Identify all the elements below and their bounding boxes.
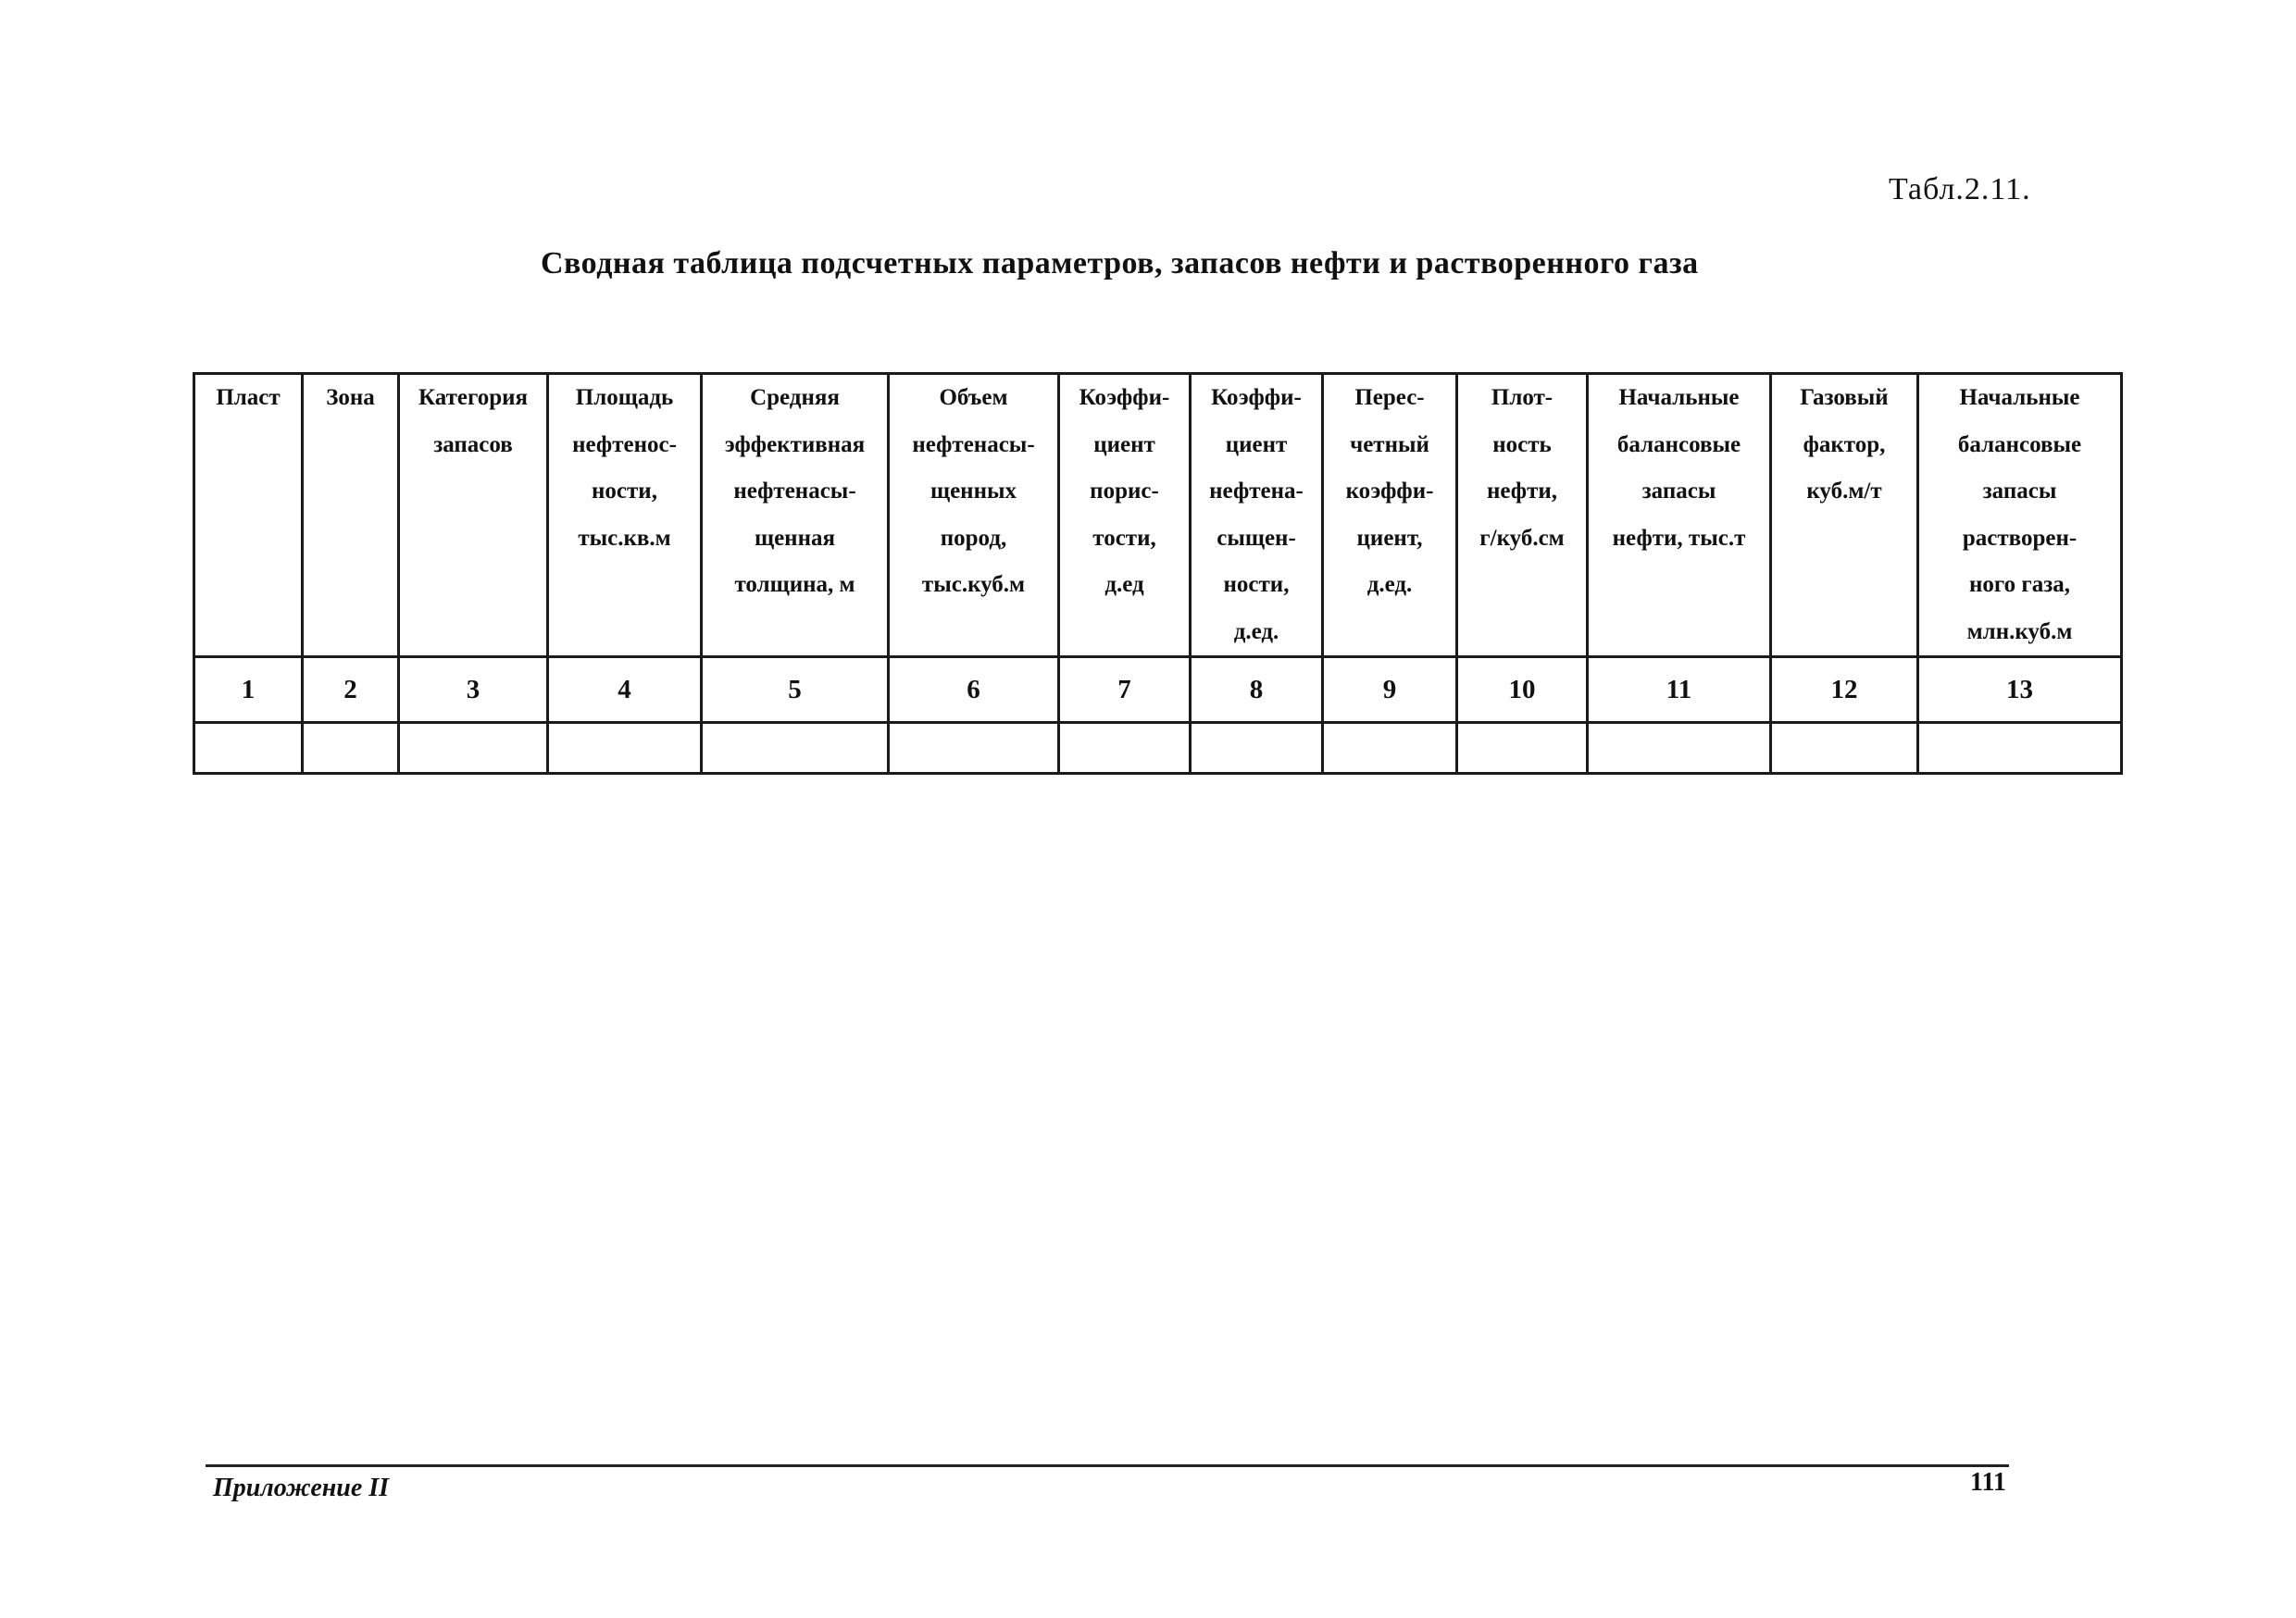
column-number: 12 — [1771, 657, 1918, 723]
column-number: 1 — [194, 657, 303, 723]
header-cell-porosity: Коэффи- циент порис- тости, д.ед — [1059, 374, 1191, 657]
header-cell-oil-saturation: Коэффи- циент нефтена- сыщен- ности, д.ед. — [1191, 374, 1323, 657]
header-cell-conversion-factor: Перес- четный коэффи- циент, д.ед. — [1323, 374, 1457, 657]
table-cell — [548, 723, 702, 774]
document-title: Сводная таблица подсчетных параметров, запасов нефти и растворенного газа — [541, 246, 1699, 280]
header-cell-zone: Зона — [303, 374, 399, 657]
table-reference: Табл.2.11. — [1889, 172, 2031, 206]
table-cell — [1918, 723, 2122, 774]
column-number: 3 — [399, 657, 548, 723]
header-cell-gas-factor: Газовый фактор, куб.м/т — [1771, 374, 1918, 657]
table-cell — [702, 723, 889, 774]
table-row — [194, 723, 2122, 774]
column-number: 5 — [702, 657, 889, 723]
header-cell-rock-volume: Объем нефтенасы- щенных пород, тыс.куб.м — [889, 374, 1059, 657]
footer-appendix-label: Приложение II — [213, 1474, 390, 1502]
header-cell-oil-density: Плот- ность нефти, г/куб.см — [1457, 374, 1588, 657]
column-number: 2 — [303, 657, 399, 723]
header-cell-initial-oil-reserves: Начальные балансовые запасы нефти, тыс.т — [1588, 374, 1771, 657]
header-cell-oil-area: Площадь нефтенос- ности, тыс.кв.м — [548, 374, 702, 657]
header-cell-initial-gas-reserves: Начальные балансовые запасы растворен- ного газа, млн.куб.м — [1918, 374, 2122, 657]
column-number: 9 — [1323, 657, 1457, 723]
table-cell — [1588, 723, 1771, 774]
table-cell — [1457, 723, 1588, 774]
table-cell — [1191, 723, 1323, 774]
table-cell — [194, 723, 303, 774]
table-cell — [399, 723, 548, 774]
header-cell-layer: Пласт — [194, 374, 303, 657]
table-cell — [1323, 723, 1457, 774]
column-number: 6 — [889, 657, 1059, 723]
footer-divider — [206, 1464, 2009, 1467]
page-number: 111 — [1970, 1468, 2006, 1497]
column-number: 11 — [1588, 657, 1771, 723]
column-number: 8 — [1191, 657, 1323, 723]
table-cell — [889, 723, 1059, 774]
table-cell — [1771, 723, 1918, 774]
parameters-table — [193, 372, 2123, 775]
table-cell — [303, 723, 399, 774]
column-number: 13 — [1918, 657, 2122, 723]
header-cell-reserve-category: Категория запасов — [399, 374, 548, 657]
column-number: 10 — [1457, 657, 1588, 723]
table-cell — [1059, 723, 1191, 774]
column-number-row — [194, 657, 2122, 723]
header-cell-net-pay-thickness: Средняя эффективная нефтенасы- щенная толщина, м — [702, 374, 889, 657]
column-number: 4 — [548, 657, 702, 723]
column-number: 7 — [1059, 657, 1191, 723]
table-header-row — [194, 374, 2122, 657]
